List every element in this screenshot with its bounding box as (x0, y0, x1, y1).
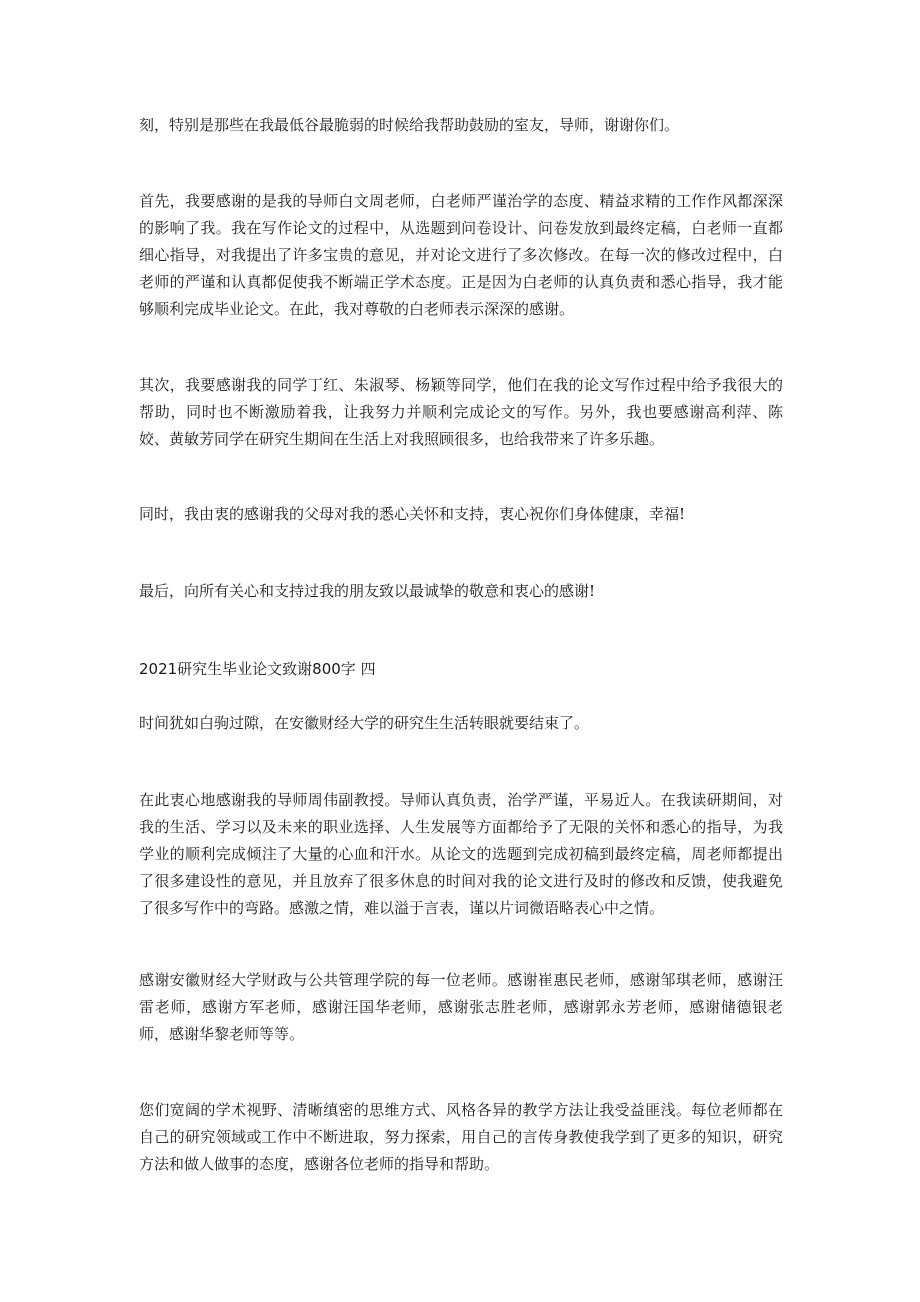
paragraph-thanks-parents: 同时，我由衷的感谢我的父母对我的悉心关怀和支持，衷心祝你们身体健康，幸福! (139, 505, 686, 523)
paragraph-thanks-zhou: 在此衷心地感谢我的导师周伟副教授。导师认真负责，治学严谨，平易近人。在我读研期间，对我的生活、学习以及未来的职业选择、人生发展等方面都给予了无限的关怀和悉心的指导，为我学业的顺利完成倾注了大量的心血和汗水。从论文的选题到完成初稿到最终定稿，周老师都提出了很多建设性的意见，并且放弃了很多休息的时间对我的论文进行及时的修改和反馈，使我避免了很多写作中的弯路。感激之情，难以溢于言表，谨以片词微语略表心中之情。 (139, 791, 783, 917)
section-heading: 2021研究生毕业论文致谢800字 四 (139, 660, 376, 678)
paragraph-thanks-classmates: 其次，我要感谢我的同学丁红、朱淑琴、杨颖等同学，他们在我的论文写作过程中给予我很大的帮助，同时也不断激励着我，让我努力并顺利完成论文的写作。另外，我也要感谢高利萍、陈姣、黄敏芳同学在研究生期间在生活上对我照顾很多，也给我带来了许多乐趣。 (139, 376, 783, 448)
paragraph-continuation: 刻，特别是那些在我最低谷最脆弱的时候给我帮助鼓励的室友，导师，谢谢你们。 (139, 116, 680, 134)
paragraph-thanks-teachers: 感谢安徽财经大学财政与公共管理学院的每一位老师。感谢崔惠民老师，感谢邹琪老师，感谢汪雷老师，感谢方军老师，感谢汪国华老师，感谢张志胜老师，感谢郭永芳老师，感谢储德银老师，感谢华黎老师等等。 (139, 971, 783, 1043)
paragraph-thanks-advisor: 首先，我要感谢的是我的导师白文周老师，白老师严谨治学的态度、精益求精的工作作风都深深的影响了我。我在写作论文的过程中，从选题到问卷设计、问卷发放到最终定稿，白老师一直都细心指导，对我提出了许多宝贵的意见，并对论文进行了多次修改。在每一次的修改过程中，白老师的严谨和认真都促使我不断端正学术态度。正是因为白老师的认真负责和悉心指导，我才能够顺利完成毕业论文。在此，我对尊敬的白老师表示深深的感谢。 (139, 192, 783, 318)
paragraph-thanks-friends: 最后，向所有关心和支持过我的朋友致以最诚挚的敬意和衷心的感谢! (139, 582, 596, 600)
paragraph-intro: 时间犹如白驹过隙，在安徽财经大学的研究生生活转眼就要结束了。 (139, 714, 590, 732)
paragraph-teachers-influence: 您们宽阔的学术视野、清晰缜密的思维方式、风格各异的教学方法让我受益匪浅。每位老师都在自己的研究领域或工作中不断进取，努力探索，用自己的言传身教使我学到了更多的知识，研究方法和做人做事的态度，感谢各位老师的指导和帮助。 (139, 1101, 783, 1173)
